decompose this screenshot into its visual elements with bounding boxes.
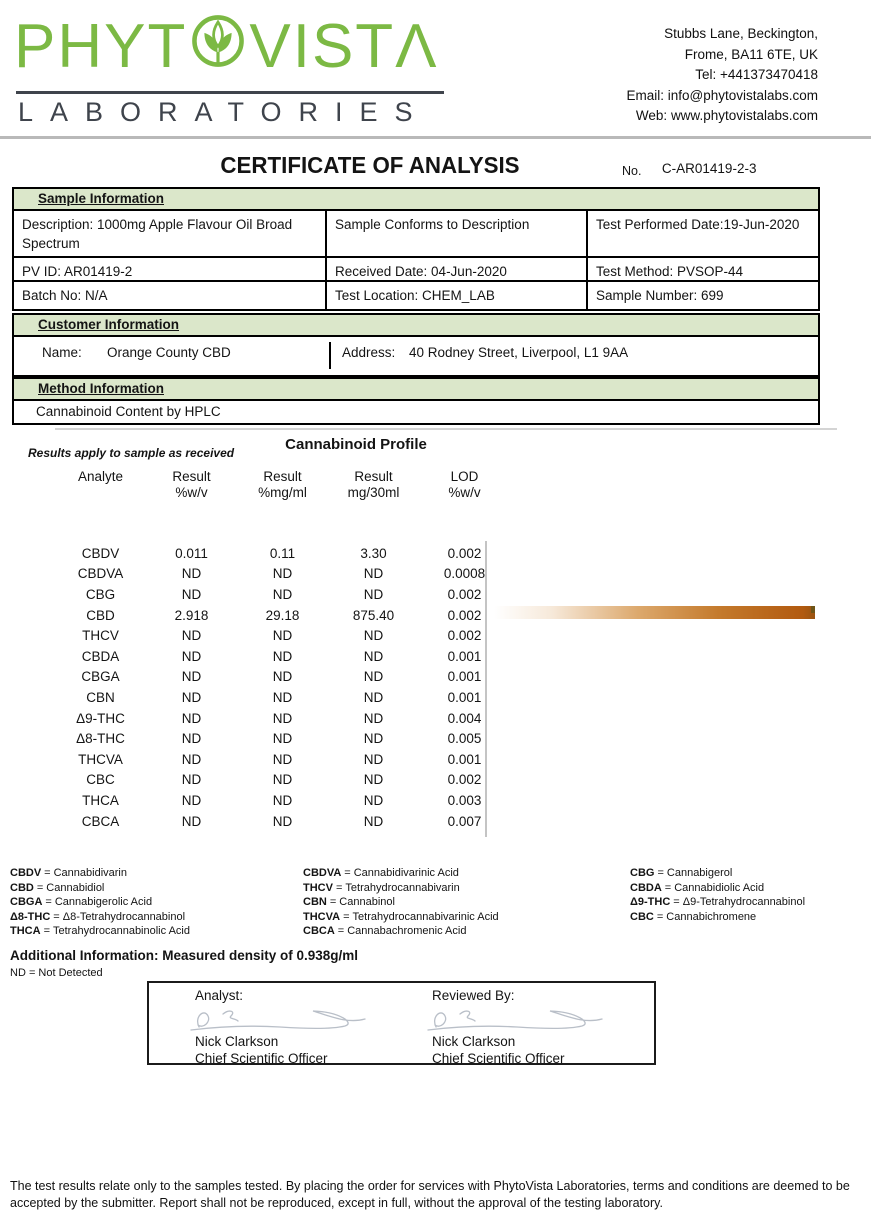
result-mgml: ND — [272, 669, 293, 685]
result-mg30ml: ND — [363, 792, 384, 808]
sample-info-header — [14, 189, 818, 211]
lod-value: 0.002 — [447, 607, 482, 623]
table-row — [55, 646, 510, 667]
lod-value: 0.002 — [447, 586, 482, 602]
result-mgml: ND — [272, 710, 293, 726]
address-line: Tel: +441373470418 — [695, 67, 818, 82]
col-header-result-wv: Result %w/v — [172, 469, 211, 500]
legend-column — [303, 866, 499, 939]
table-row — [55, 708, 510, 729]
table-row — [55, 584, 510, 605]
result-wv: ND — [181, 710, 202, 726]
legend-item: CBGA = Cannabigerolic Acid — [10, 896, 153, 909]
analyte-name: CBGA — [81, 669, 120, 685]
table-row — [55, 564, 510, 585]
analyst-signature-block — [195, 988, 370, 1065]
result-wv: ND — [181, 813, 202, 829]
result-wv: ND — [181, 628, 202, 644]
analyte-name: THCA — [82, 792, 119, 808]
customer-address-value: 40 Rodney Street, Liverpool, L1 9AA — [409, 345, 629, 360]
analyte-name: Δ9-THC — [76, 710, 125, 726]
reviewer-name: Nick Clarkson — [432, 1034, 516, 1049]
lod-value: 0.005 — [447, 731, 482, 747]
lod-value: 0.001 — [447, 648, 482, 664]
sample-info-section — [12, 187, 820, 311]
analyte-name: CBDA — [81, 648, 120, 664]
result-mgml: ND — [272, 648, 293, 664]
table-row — [55, 811, 510, 832]
sample-cell-test-date: Test Performed Date:19-Jun-2020 — [588, 211, 818, 258]
analyte-name: CBG — [85, 586, 116, 602]
result-mgml: ND — [272, 772, 293, 788]
result-mg30ml: ND — [363, 566, 384, 582]
table-row — [55, 749, 510, 770]
analyte-name: Δ8-THC — [76, 731, 125, 747]
table-right-border — [485, 541, 487, 837]
method-info-title: Method Information — [38, 381, 164, 396]
lod-value: 0.0008 — [443, 566, 486, 582]
table-row — [55, 770, 510, 791]
legend-item: CBCA = Cannabachromenic Acid — [303, 925, 467, 938]
section-divider — [55, 428, 837, 430]
col-header-result-mg30ml: Result mg/30ml — [347, 469, 400, 500]
result-wv: ND — [181, 772, 202, 788]
result-mg30ml: ND — [363, 669, 384, 685]
certificate-title: CERTIFICATE OF ANALYSIS — [220, 152, 520, 178]
result-wv: ND — [181, 586, 202, 602]
logo-text-left: PHYT — [14, 11, 188, 81]
lod-value: 0.001 — [447, 751, 482, 767]
col-header-analyte: Analyte — [77, 469, 124, 484]
customer-name-value: Orange County CBD — [107, 345, 231, 360]
result-mg30ml: ND — [363, 772, 384, 788]
sample-cell-sample-number: Sample Number: 699 — [596, 288, 724, 303]
nd-note: ND = Not Detected — [10, 967, 103, 979]
result-mgml: ND — [272, 731, 293, 747]
header-divider — [0, 136, 871, 139]
result-mg30ml: ND — [363, 813, 384, 829]
analyst-signature — [185, 1004, 370, 1034]
result-mgml: ND — [272, 792, 293, 808]
lod-value: 0.001 — [447, 669, 482, 685]
sample-info-table — [14, 211, 818, 309]
customer-divider — [329, 342, 331, 369]
signature-box — [147, 981, 656, 1065]
result-wv: ND — [181, 751, 202, 767]
doc-number-label: No. — [622, 164, 642, 178]
analyte-name: CBDVA — [77, 566, 124, 582]
result-mg30ml: 3.30 — [360, 545, 387, 561]
method-info-header — [14, 379, 818, 401]
analyst-label: Analyst: — [195, 988, 244, 1003]
customer-info-row — [14, 337, 818, 375]
result-mgml: ND — [272, 751, 293, 767]
lab-logo — [14, 10, 444, 126]
profile-column-headers — [55, 469, 510, 501]
lod-value: 0.002 — [447, 628, 482, 644]
reviewer-title: Chief Scientific Officer — [432, 1051, 565, 1065]
analyte-name: THCVA — [78, 751, 123, 767]
customer-address-label: Address: — [342, 345, 396, 360]
sample-cell-test-location: Test Location: CHEM_LAB — [327, 282, 588, 309]
logo-divider — [16, 91, 444, 94]
result-mg30ml: ND — [363, 648, 384, 664]
lod-value: 0.007 — [447, 813, 482, 829]
customer-info-header — [14, 315, 818, 337]
profile-table — [55, 543, 510, 831]
result-mg30ml: ND — [363, 751, 384, 767]
legend-item: THCV = Tetrahydrocannabivarin — [303, 881, 460, 894]
legend-item: CBDA = Cannabidiolic Acid — [630, 881, 765, 894]
result-mg30ml: ND — [363, 710, 384, 726]
result-wv: ND — [181, 792, 202, 808]
legend-item: CBD = Cannabidiol — [10, 881, 105, 894]
result-mgml: ND — [272, 689, 293, 705]
reviewer-signature — [422, 1004, 607, 1034]
customer-name-label: Name: — [42, 345, 82, 360]
result-wv: ND — [181, 731, 202, 747]
result-wv: ND — [181, 566, 202, 582]
address-line: Email: info@phytovistalabs.com — [626, 87, 818, 103]
legend-item: THCA = Tetrahydrocannabinolic Acid — [10, 925, 190, 938]
lod-value: 0.004 — [447, 710, 482, 726]
legend-item: CBDV = Cannabidivarin — [10, 867, 127, 879]
result-mg30ml: ND — [363, 628, 384, 644]
sample-info-title: Sample Information — [38, 191, 165, 206]
reviewer-label: Reviewed By: — [432, 988, 515, 1003]
doc-number — [622, 162, 756, 180]
legend-item: Δ8-THC = Δ8-Tetrahydrocannabinol — [10, 910, 186, 923]
lab-address — [626, 24, 818, 127]
table-row — [55, 790, 510, 811]
analyte-name: THCV — [82, 628, 119, 644]
lod-value: 0.002 — [447, 772, 482, 788]
result-mg30ml: ND — [363, 586, 384, 602]
reviewer-signature-block — [432, 988, 607, 1065]
legend-item: CBC = Cannabichromene — [630, 910, 757, 923]
analyte-name: CBCA — [81, 813, 120, 829]
analyte-name: CBC — [86, 772, 115, 788]
method-info-section — [12, 377, 820, 425]
result-mgml: ND — [272, 813, 293, 829]
table-row — [55, 728, 510, 749]
customer-info-title: Customer Information — [38, 317, 180, 332]
logo-text-right: VIST — [249, 11, 396, 81]
analyte-name: CBD — [86, 607, 115, 623]
logo-wordmark — [14, 10, 444, 83]
result-wv: 2.918 — [174, 607, 209, 623]
table-row — [55, 543, 510, 564]
sample-cell-batch: Batch No: N/A — [14, 282, 327, 309]
doc-number-value: C-AR01419-2-3 — [661, 161, 757, 176]
disclaimer-text: The test results relate only to the samples tested. By placing the order for services with PhytoVista Laboratories, terms and conditions are deemed to be accepted by the submitter. Report shall not be reproduced, except in full, without the approval of the testing laboratory. — [10, 1179, 850, 1210]
col-header-result-mgml: Result %mg/ml — [258, 469, 307, 500]
cbd-gradient-bar — [494, 606, 815, 619]
table-row — [55, 625, 510, 646]
analyte-name: CBN — [86, 689, 115, 705]
result-wv: ND — [181, 648, 202, 664]
table-row — [55, 605, 510, 626]
analyst-title: Chief Scientific Officer — [195, 1051, 328, 1065]
method-value: Cannabinoid Content by HPLC — [36, 404, 221, 419]
result-mg30ml: ND — [363, 731, 384, 747]
legend-item: CBN = Cannabinol — [303, 896, 395, 909]
result-mgml: ND — [272, 586, 293, 602]
sample-cell-conforms: Sample Conforms to Description — [327, 211, 588, 258]
analyte-name: CBDV — [81, 545, 120, 561]
customer-info-section — [12, 313, 820, 377]
result-mgml: 0.11 — [269, 545, 296, 561]
table-row — [55, 667, 510, 688]
sample-cell-received-date: Received Date: 04-Jun-2020 — [327, 258, 588, 282]
legend-item: CBG = Cannabigerol — [630, 867, 733, 879]
logo-text-last: Λ — [395, 11, 439, 81]
address-line: Web: www.phytovistalabs.com — [635, 108, 818, 123]
result-mgml: ND — [272, 628, 293, 644]
result-mg30ml: 875.40 — [352, 607, 395, 623]
address-line: Stubbs Lane, Beckington, — [664, 26, 818, 41]
result-wv: 0.011 — [175, 545, 208, 561]
legend-item: THCVA = Tetrahydrocannabivarinic Acid — [303, 910, 499, 923]
logo-subtitle: LABORATORIES — [18, 97, 430, 127]
leaf-icon — [189, 10, 247, 83]
profile-title: Cannabinoid Profile — [285, 436, 427, 453]
lod-value: 0.003 — [447, 792, 482, 808]
table-row — [55, 687, 510, 708]
sample-cell-pvid: PV ID: AR01419-2 — [14, 258, 327, 282]
address-line: Frome, BA11 6TE, UK — [684, 46, 818, 62]
sample-cell-test-method: Test Method: PVSOP-44 — [588, 258, 818, 282]
additional-information: Additional Information: Measured density of 0.938g/ml — [10, 948, 359, 963]
analyst-name: Nick Clarkson — [195, 1034, 279, 1049]
lod-value: 0.001 — [447, 689, 482, 705]
sample-cell-description: Description: 1000mg Apple Flavour Oil Broad Spectrum — [14, 211, 327, 258]
lod-value: 0.002 — [447, 545, 482, 561]
legend-item: CBDVA = Cannabidivarinic Acid — [303, 867, 459, 879]
legend-column — [630, 866, 805, 924]
result-mg30ml: ND — [363, 689, 384, 705]
col-header-lod: LOD %w/v — [448, 469, 481, 500]
results-note: Results apply to sample as received — [28, 446, 235, 460]
legend-item: Δ9-THC = Δ9-Tetrahydrocannabinol — [630, 896, 806, 909]
result-mgml: 29.18 — [265, 607, 300, 623]
result-wv: ND — [181, 689, 202, 705]
result-wv: ND — [181, 669, 202, 685]
legend-column — [10, 866, 190, 939]
result-mgml: ND — [272, 566, 293, 582]
